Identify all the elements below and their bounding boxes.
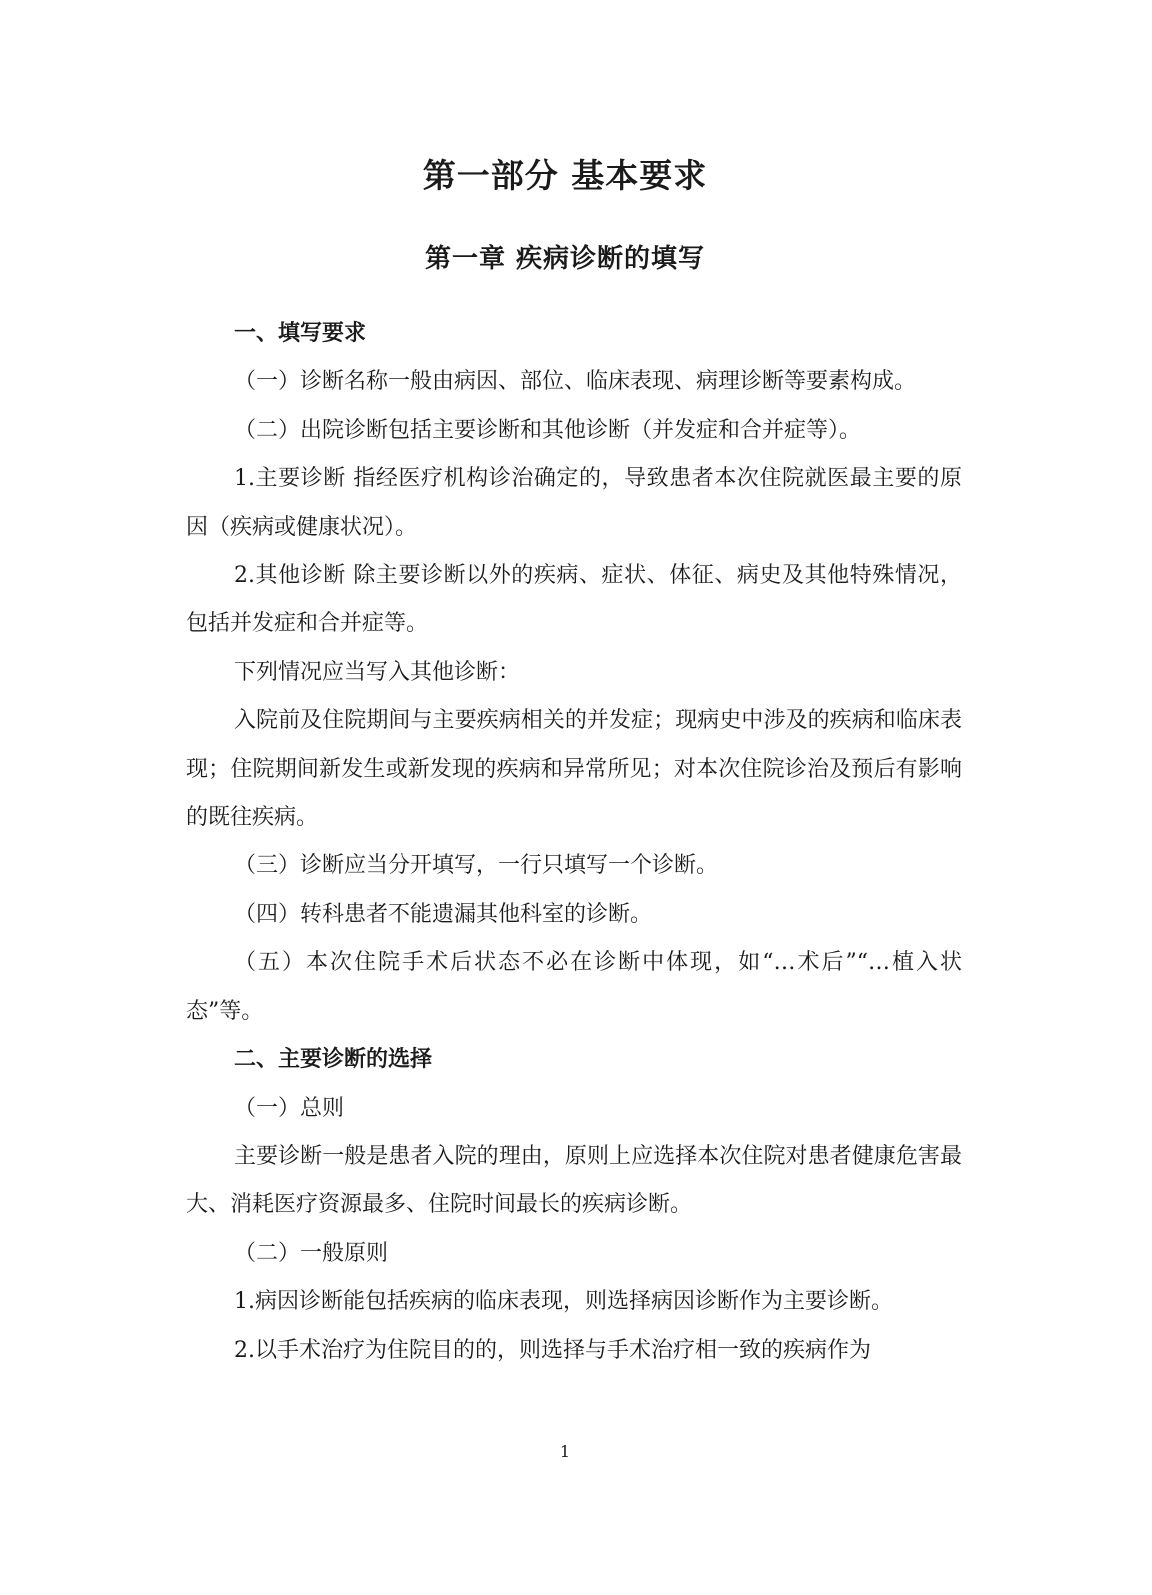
- paragraph: （四）转科患者不能遗漏其他科室的诊断。: [234, 901, 653, 927]
- section-heading: 二、主要诊断的选择: [234, 1047, 433, 1073]
- paragraph: 下列情况应当写入其他诊断：: [234, 659, 521, 685]
- paragraph: （二）一般原则: [234, 1240, 389, 1266]
- document-body: [186, 310, 962, 1375]
- part-title: 第一部分 基本要求: [422, 156, 708, 195]
- paragraph: 2.其他诊断 除主要诊断以外的疾病、症状、体征、病史及其他特殊情况，包括并发症和合并症等。: [186, 563, 962, 637]
- paragraph: （五）本次住院手术后状态不必在诊断中体现，如“…术后”“…植入状态”等。: [186, 950, 962, 1024]
- page-number: 1: [559, 1442, 571, 1461]
- chapter-title: 第一章 疾病诊断的填写: [424, 244, 706, 274]
- paragraph: （三）诊断应当分开填写，一行只填写一个诊断。: [234, 853, 719, 879]
- paragraph: 主要诊断一般是患者入院的理由，原则上应选择本次住院对患者健康危害最大、消耗医疗资源最多、住院时间最长的疾病诊断。: [186, 1143, 962, 1218]
- paragraph: 入院前及住院期间与主要疾病相关的并发症；现病史中涉及的疾病和临床表现；住院期间新发生或新发现的疾病和异常所见；对本次住院诊治及预后有影响的既往疾病。: [186, 708, 962, 831]
- section-heading: 一、填写要求: [234, 321, 367, 346]
- paragraph: 1.病因诊断能包括疾病的临床表现，则选择病因诊断作为主要诊断。: [234, 1289, 893, 1315]
- paragraph: 2.以手术治疗为住院目的的，则选择与手术治疗相一致的疾病作为: [234, 1337, 871, 1363]
- paragraph: （一）诊断名称一般由病因、部位、临床表现、病理诊断等要素构成。: [234, 369, 917, 395]
- paragraph: （二）出院诊断包括主要诊断和其他诊断（并发症和合并症等）。: [234, 417, 862, 443]
- paragraph: 1.主要诊断 指经医疗机构诊治确定的，导致患者本次住院就医最主要的原因（疾病或健康状况）。: [186, 466, 962, 540]
- paragraph: （一）总则: [234, 1095, 345, 1121]
